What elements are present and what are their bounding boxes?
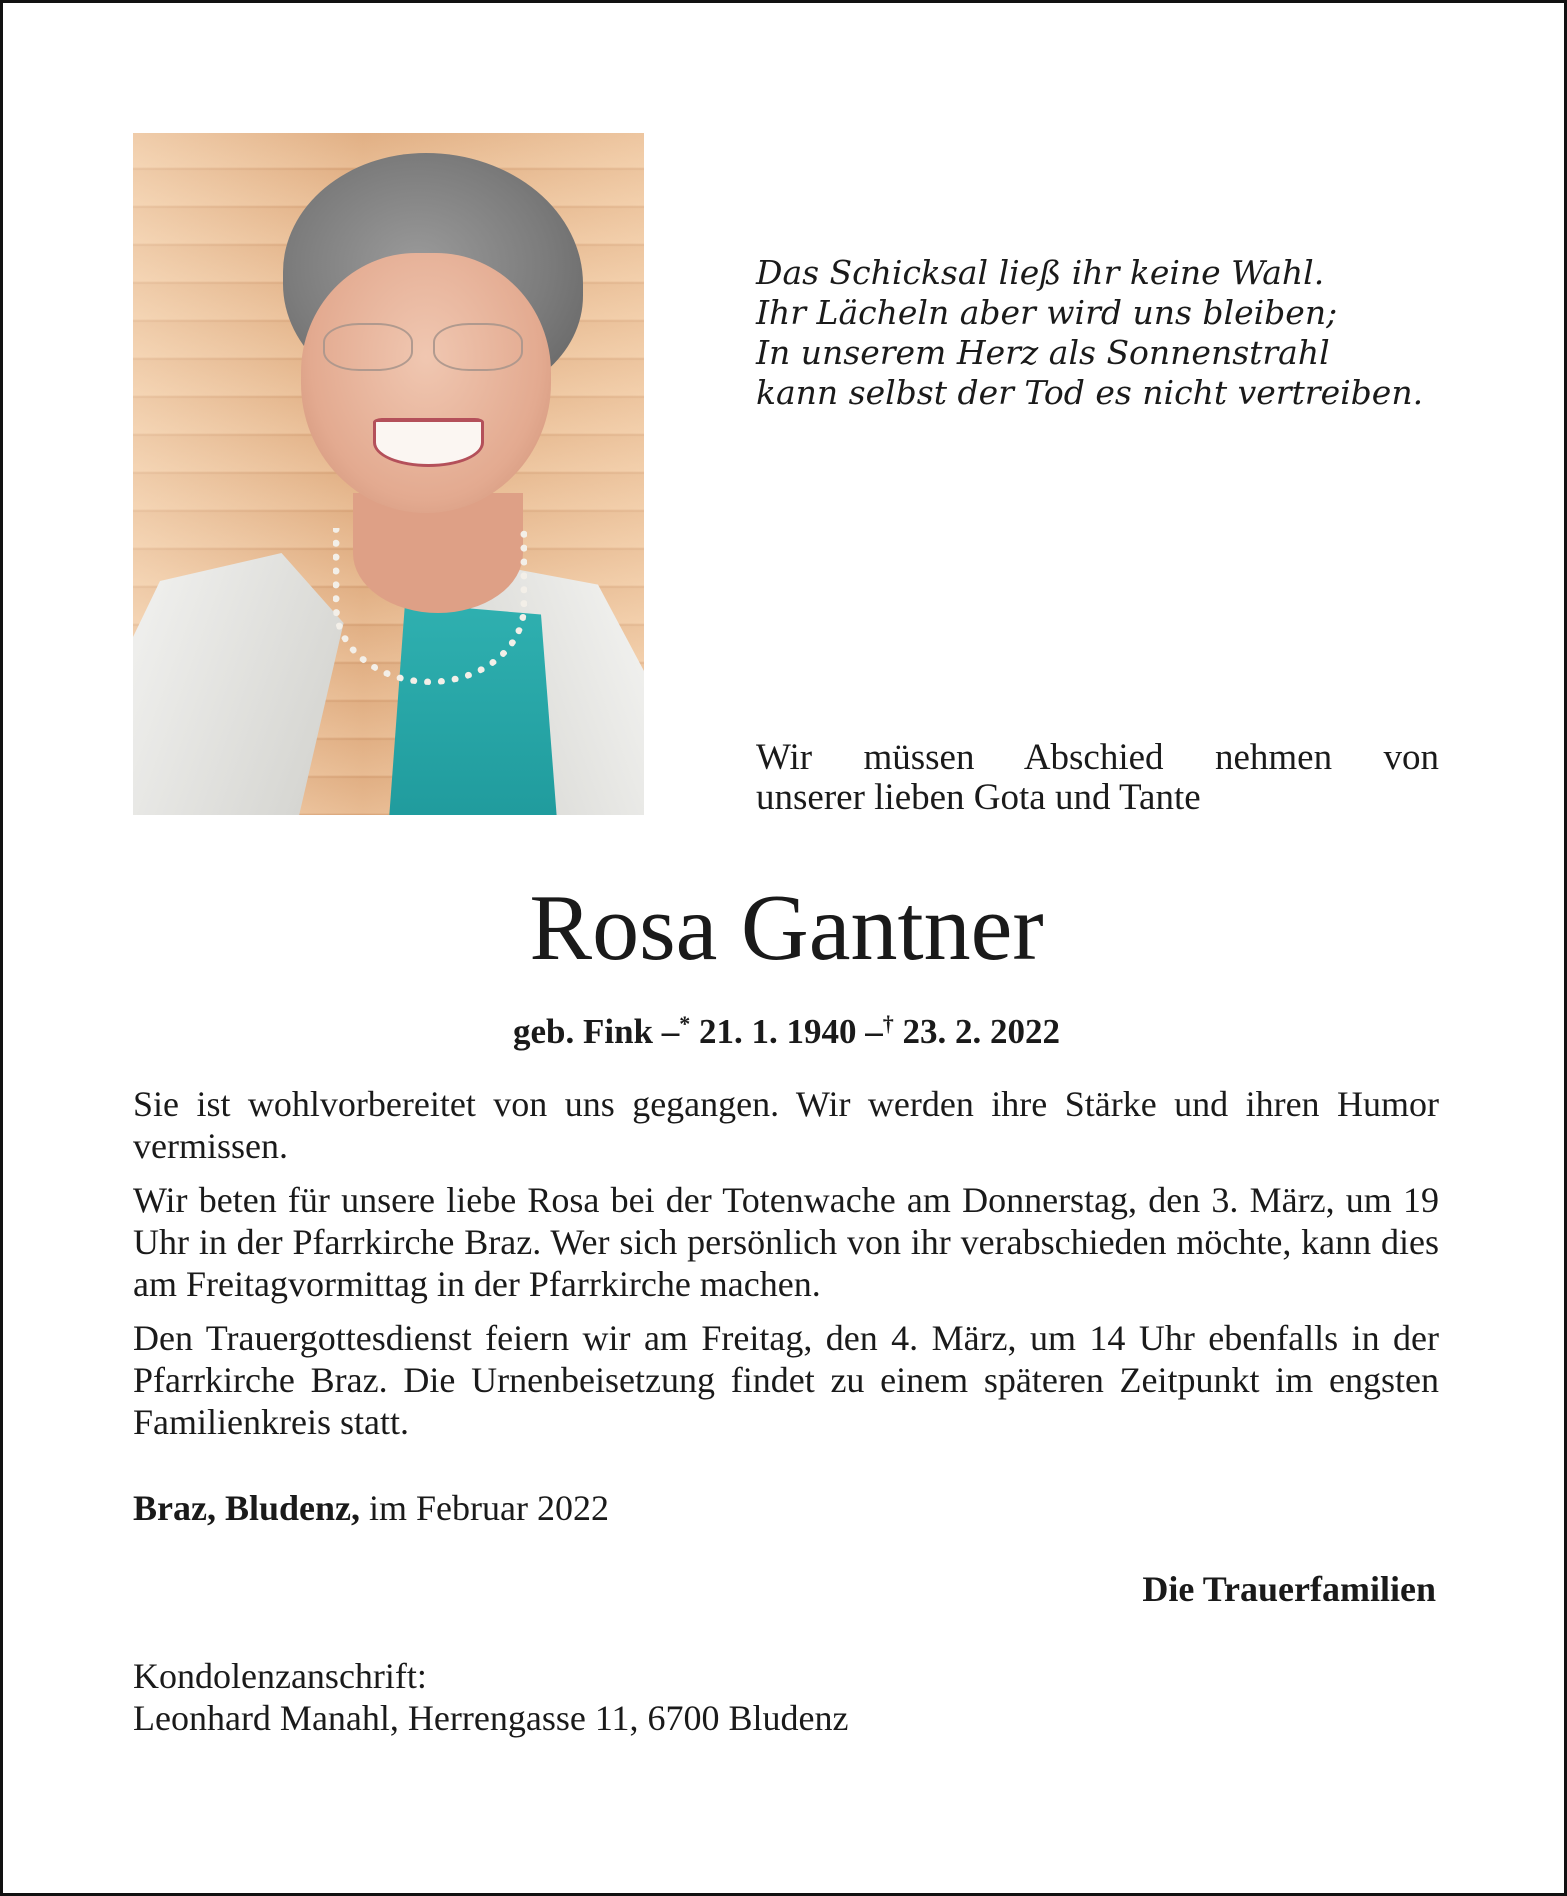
poem-line: Ihr Lächeln aber wird uns bleiben; (756, 293, 1338, 332)
birth-symbol: * (679, 1011, 691, 1036)
notice-body (133, 1083, 1439, 1455)
portrait-photo (133, 133, 644, 815)
place-date: im Februar 2022 (369, 1488, 609, 1528)
birth-date: 21. 1. 1940 (699, 1012, 857, 1051)
death-symbol: † (882, 1011, 894, 1036)
dash-separator: – (865, 1012, 883, 1051)
body-paragraph: Wir beten für unsere liebe Rosa bei der Totenwache am Donnerstag, den 3. März, um 19 Uhr in der Pfarrkirche Braz. Wer sich persönlich von ihr verabschieden möchte, kann dies am Freitagvormittag in der Pfarrkirche machen. (133, 1180, 1439, 1304)
photo-glasses (323, 323, 523, 373)
death-date: 23. 2. 2022 (902, 1012, 1061, 1051)
memorial-poem (756, 253, 1456, 413)
poem-line: In unserem Herz als Sonnenstrahl (756, 333, 1330, 372)
deceased-name: Rosa Gantner (529, 876, 1044, 980)
birth-name: geb. Fink (512, 1012, 654, 1051)
signature: Die Trauerfamilien (1142, 1569, 1436, 1609)
poem-line: Das Schicksal ließ ihr keine Wahl. (756, 253, 1325, 292)
place-and-date (133, 1487, 609, 1529)
photo-pearl-necklace (333, 528, 527, 685)
life-dates (3, 1000, 1567, 1056)
condolence-label: Kondolenzanschrift: (133, 1656, 427, 1696)
body-paragraph: Den Trauergottesdienst feiern wir am Freitag, den 4. März, um 14 Uhr ebenfalls in der Pfarrkirche Braz. Die Urnenbeisetzung findet zu einem späteren Zeitpunkt im engsten Familienkreis statt. (133, 1318, 1439, 1442)
farewell-intro (756, 738, 1439, 818)
condolence-address-line: Leonhard Manahl, Herrengasse 11, 6700 Bludenz (133, 1698, 849, 1738)
dash-separator: – (661, 1012, 680, 1051)
farewell-line: unserer lieben Gota und Tante (756, 777, 1201, 818)
place-location: Braz, Bludenz, (133, 1488, 361, 1528)
body-paragraph: Sie ist wohlvorbereitet von uns gegangen. Wir werden ihre Stärke und ihren Humor vermissen. (133, 1084, 1439, 1166)
farewell-line: Wir müssen Abschied nehmen von (756, 737, 1439, 778)
condolence-address (133, 1655, 848, 1739)
photo-face (301, 253, 551, 513)
photo-smile (373, 418, 484, 467)
poem-line: kann selbst der Tod es nicht vertreiben. (756, 373, 1424, 412)
